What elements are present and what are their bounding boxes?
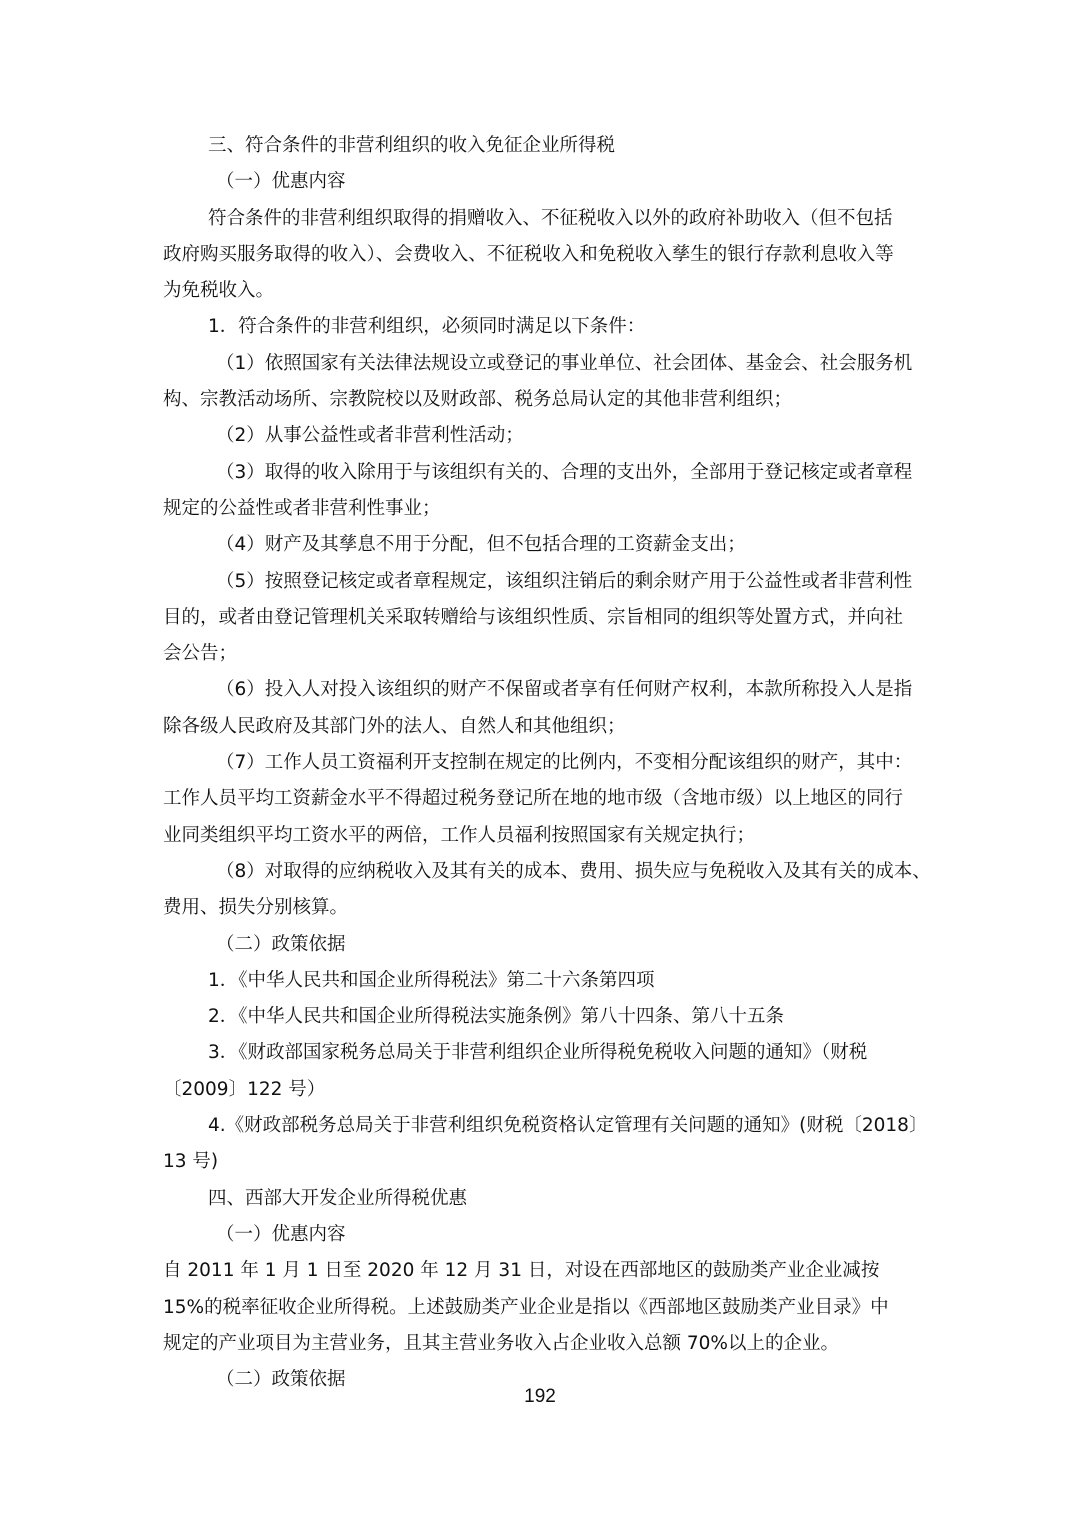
page-number: 192 [524, 1386, 556, 1407]
text-line: 〔2009〕122 号） [163, 1078, 326, 1100]
text-line: 除各级人民政府及其部门外的法人、自然人和其他组织； [163, 715, 626, 737]
text-line: （3）取得的收入除用于与该组织有关的、合理的支出外，全部用于登记核定或者章程 [216, 461, 913, 483]
text-line: 费用、损失分别核算。 [163, 897, 349, 919]
text-line: 13 号) [163, 1151, 219, 1173]
text-line: 会公告； [163, 643, 238, 665]
text-line: （7）工作人员工资福利开支控制在规定的比例内，不变相分配该组织的财产，其中： [216, 752, 913, 774]
text-line: （1）依照国家有关法律法规设立或登记的事业单位、社会团体、基金会、社会服务机 [216, 352, 913, 374]
subsection-heading: （一）优惠内容 [216, 171, 346, 193]
section-heading: 三、符合条件的非营利组织的收入免征企业所得税 [208, 135, 616, 156]
text-line: （2）从事公益性或者非营利性活动； [216, 425, 524, 447]
text-line: 2．《中华人民共和国企业所得税法实施条例》第八十四条、第八十五条 [208, 1006, 785, 1028]
text-line: （8）对取得的应纳税收入及其有关的成本、费用、损失应与免税收入及其有关的成本、 [216, 860, 931, 882]
section-heading: 四、西部大开发企业所得税优惠 [208, 1187, 468, 1209]
text-line: 3．《财政部国家税务总局关于非营利组织企业所得税免税收入问题的通知》（财税 [208, 1042, 868, 1064]
text-line: 15%的税率征收企业所得税。上述鼓励类产业企业是指以《西部地区鼓励类产业目录》中 [163, 1296, 889, 1318]
text-line: 规定的产业项目为主营业务，且其主营业务收入占企业收入总额 70%以上的企业。 [163, 1332, 840, 1354]
text-line: （6）投入人对投入该组织的财产不保留或者享有任何财产权利，本款所称投入人是指 [216, 679, 913, 701]
text-line: 业同类组织平均工资水平的两倍，工作人员福利按照国家有关规定执行； [163, 824, 756, 846]
text-line: （5）按照登记核定或者章程规定，该组织注销后的剩余财产用于公益性或者非营利性 [216, 570, 913, 592]
text-line: （4）财产及其孳息不用于分配，但不包括合理的工资薪金支出； [216, 534, 746, 556]
text-line: 规定的公益性或者非营利性事业； [163, 497, 441, 519]
text-line: 1．符合条件的非营利组织，必须同时满足以下条件： [208, 316, 646, 338]
text-line: 自 2011 年 1 月 1 日至 2020 年 12 月 31 日，对设在西部地区的鼓励类产业企业减按 [163, 1260, 880, 1282]
text-line: 工作人员平均工资薪金水平不得超过税务登记所在地的地市级（含地市级）以上地区的同行 [163, 788, 904, 810]
text-line: 为免税收入。 [163, 280, 275, 302]
subsection-heading: （一）优惠内容 [216, 1223, 346, 1245]
text-line: 符合条件的非营利组织取得的捐赠收入、不征税收入以外的政府补助收入（但不包括 [208, 207, 893, 229]
subsection-heading: （二）政策依据 [216, 1369, 346, 1391]
subsection-heading: （二）政策依据 [216, 933, 346, 955]
document-body [163, 128, 931, 1398]
text-line: 1．《中华人民共和国企业所得税法》第二十六条第四项 [208, 969, 655, 991]
text-line: 构、宗教活动场所、宗教院校以及财政部、税务总局认定的其他非营利组织； [163, 389, 793, 411]
text-line: 目的，或者由登记管理机关采取转赠给与该组织性质、宗旨相同的组织等处置方式，并向社 [163, 606, 904, 628]
text-line: 4.《财政部税务总局关于非营利组织免税资格认定管理有关问题的通知》(财税〔2018〕 [208, 1115, 928, 1137]
text-line: 政府购买服务取得的收入）、会费收入、不征税收入和免税收入孳生的银行存款利息收入等 [163, 243, 894, 265]
